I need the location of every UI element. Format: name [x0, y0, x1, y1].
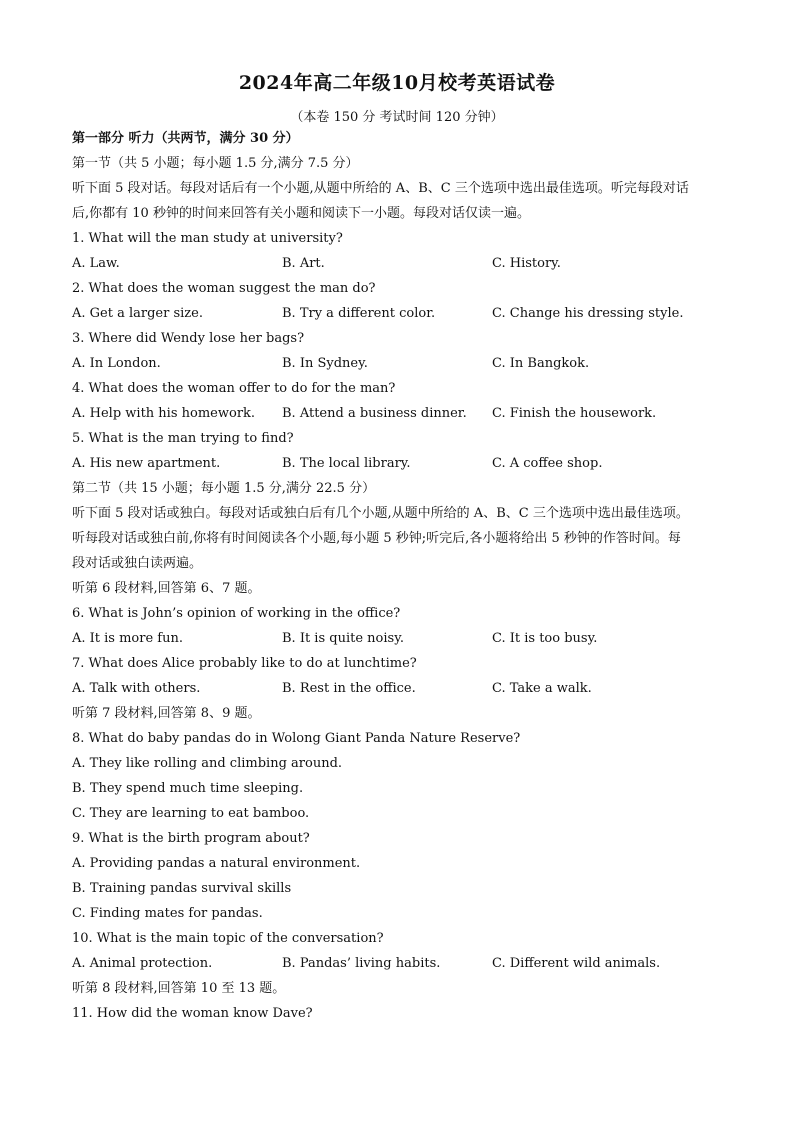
question-11-stem: 11. How did the woman know Dave?	[72, 1006, 313, 1021]
section1-heading: 第一节（共 5 小题；每小题 1.5 分,满分 7.5 分）	[72, 156, 359, 171]
question-5-option-b: B. The local library.	[282, 456, 411, 471]
question-7-option-c: C. Take a walk.	[492, 681, 592, 696]
question-2-stem: 2. What does the woman suggest the man do?	[72, 281, 376, 296]
section1-instruction-line1: 听下面 5 段对话。每段对话后有一个小题,从题中所给的 A、B、C 三个选项中选出最佳选项。听完每段对话	[72, 181, 689, 196]
question-10-option-c: C. Different wild animals.	[492, 956, 661, 971]
exam-subtitle: （本卷 150 分 考试时间 120 分钟）	[290, 110, 504, 125]
question-1-option-b: B. Art.	[282, 256, 325, 271]
question-6-option-b: B. It is quite noisy.	[282, 631, 404, 646]
question-5-option-c: C. A coffee shop.	[492, 456, 603, 471]
question-4-option-c: C. Finish the housework.	[492, 406, 657, 421]
question-2-option-c: C. Change his dressing style.	[492, 306, 684, 321]
question-6-option-a: A. It is more fun.	[72, 631, 183, 646]
question-5-stem: 5. What is the man trying to find?	[72, 431, 294, 446]
question-3-options	[0, 355, 794, 373]
question-5-option-a: A. His new apartment.	[72, 456, 221, 471]
question-2-options	[0, 305, 794, 323]
question-4-option-b: B. Attend a business dinner.	[282, 406, 467, 421]
section2-instruction-line3: 段对话或独白读两遍。	[72, 556, 203, 571]
section2-instruction-line2: 听每段对话或独白前,你将有时间阅读各个小题,每小题 5 秒钟;听完后,各小题将给出 5 秒钟的作答时间。每	[72, 531, 681, 546]
question-6-option-c: C. It is too busy.	[492, 631, 598, 646]
question-10-options	[0, 955, 794, 973]
section1-instruction-line2: 后,你都有 10 秒钟的时间来回答有关小题和阅读下一小题。每段对话仅读一遍。	[72, 206, 530, 221]
question-8-option-b: B. They spend much time sleeping.	[72, 781, 304, 796]
exam-title: 2024年高二年级10月校考英语试卷	[238, 72, 556, 94]
question-5-options	[0, 455, 794, 473]
material-7-note: 听第 7 段材料,回答第 8、9 题。	[72, 706, 261, 721]
question-8-option-c: C. They are learning to eat bamboo.	[72, 806, 310, 821]
section2-instruction-line1: 听下面 5 段对话或独白。每段对话或独白后有几个小题,从题中所给的 A、B、C 三个选项中选出最佳选项。	[72, 506, 689, 521]
question-9-stem: 9. What is the birth program about?	[72, 831, 310, 846]
material-8-note: 听第 8 段材料,回答第 10 至 13 题。	[72, 981, 286, 996]
question-10-stem: 10. What is the main topic of the conversation?	[72, 931, 384, 946]
question-6-options	[0, 630, 794, 648]
question-8-stem: 8. What do baby pandas do in Wolong Giant Panda Nature Reserve?	[72, 731, 521, 746]
question-10-option-a: A. Animal protection.	[72, 956, 213, 971]
question-7-option-a: A. Talk with others.	[72, 681, 201, 696]
question-7-stem: 7. What does Alice probably like to do at lunchtime?	[72, 656, 417, 671]
question-1-option-a: A. Law.	[72, 256, 120, 271]
question-10-option-b: B. Pandas’ living habits.	[282, 956, 441, 971]
question-1-stem: 1. What will the man study at university?	[72, 231, 343, 246]
question-6-stem: 6. What is John’s opinion of working in the office?	[72, 606, 401, 621]
question-9-option-b: B. Training pandas survival skills	[72, 881, 292, 896]
question-4-stem: 4. What does the woman offer to do for the man?	[72, 381, 396, 396]
question-3-stem: 3. Where did Wendy lose her bags?	[72, 331, 305, 346]
question-3-option-b: B. In Sydney.	[282, 356, 368, 371]
section2-heading: 第二节（共 15 小题；每小题 1.5 分,满分 22.5 分）	[72, 481, 376, 496]
question-2-option-a: A. Get a larger size.	[72, 306, 203, 321]
question-3-option-a: A. In London.	[72, 356, 161, 371]
question-7-options	[0, 680, 794, 698]
question-1-options	[0, 255, 794, 273]
question-2-option-b: B. Try a different color.	[282, 306, 436, 321]
material-6-note: 听第 6 段材料,回答第 6、7 题。	[72, 581, 261, 596]
question-7-option-b: B. Rest in the office.	[282, 681, 416, 696]
question-1-option-c: C. History.	[492, 256, 561, 271]
part1-heading: 第一部分 听力（共两节，满分 30 分）	[72, 131, 299, 146]
question-9-option-a: A. Providing pandas a natural environment.	[72, 856, 361, 871]
question-9-option-c: C. Finding mates for pandas.	[72, 906, 263, 921]
question-3-option-c: C. In Bangkok.	[492, 356, 590, 371]
question-8-option-a: A. They like rolling and climbing around.	[72, 756, 343, 771]
question-4-option-a: A. Help with his homework.	[72, 406, 256, 421]
question-4-options	[0, 405, 794, 423]
